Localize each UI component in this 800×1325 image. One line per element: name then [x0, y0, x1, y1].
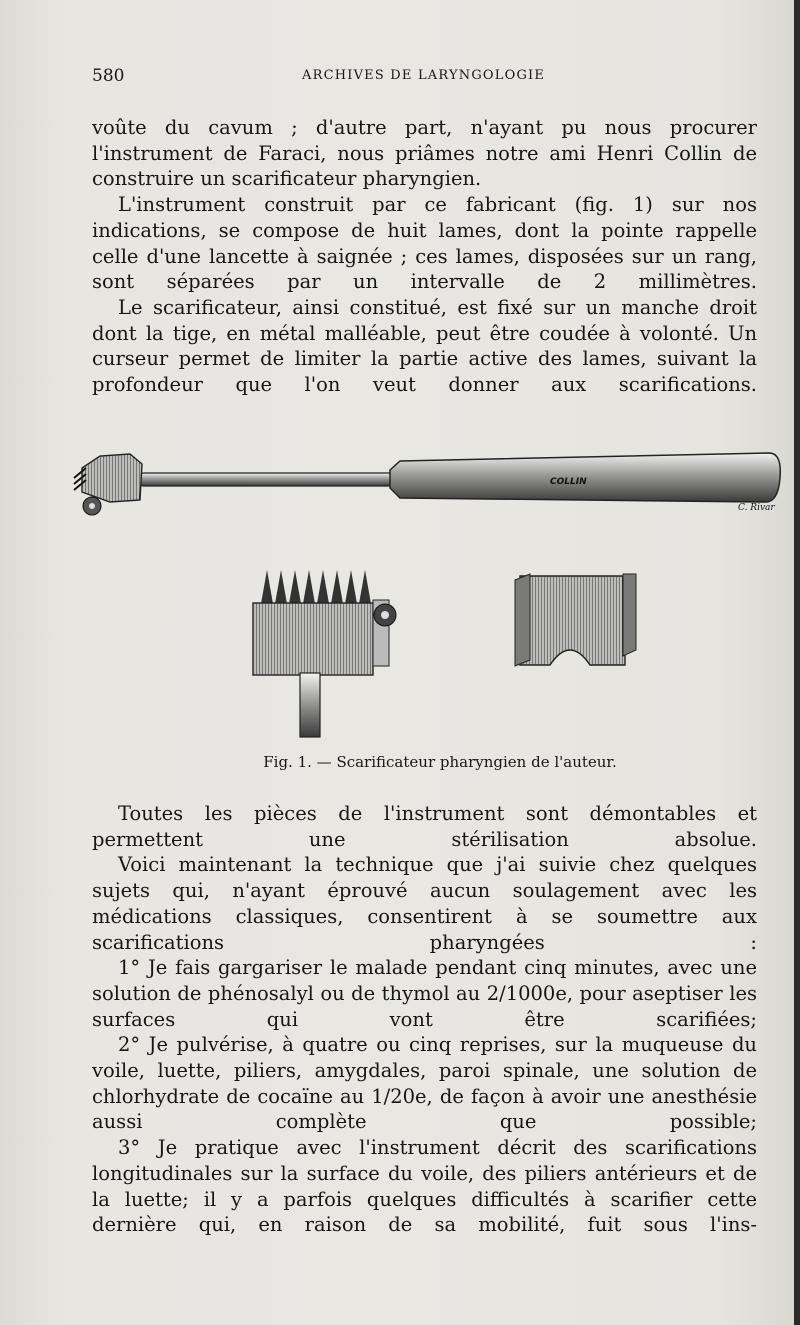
paragraph: Voici maintenant la technique que j'ai suivie chez quelques sujets qui, n'ayant éprouvé aucun soulagement avec les médications classiques, consentirent à se soumettre aux scarifications pharyngées :	[92, 853, 757, 954]
cursor-guard	[515, 574, 636, 666]
figure-scarificateur	[70, 440, 790, 771]
bottom-text-block	[92, 801, 757, 1238]
paragraph: L'instrument construit par ce fabricant (fig. 1) sur nos indications, se compose de huit lames, dont la pointe rappelle celle d'une lancette à saignée ; ces lames, disposées sur un rang, sont séparées par un intervalle de 2 millimètres.	[92, 193, 757, 294]
figure-caption: Fig. 1. — Scarificateur pharyngien de l'auteur.	[263, 753, 617, 771]
paragraph: 2° Je pulvérise, à quatre ou cinq reprises, sur la muqueuse du voile, luette, piliers, amygdales, paroi spinale, une solution de chlorhydrate de cocaïne au 1/20e, de façon à avoir une anesthésie aussi complète que possible;	[92, 1033, 757, 1134]
paragraph: Toutes les pièces de l'instrument sont démontables et permettent une stérilisation absolue.	[92, 802, 757, 851]
top-text-block	[92, 115, 757, 398]
handle-engraving: COLLIN	[550, 477, 587, 487]
handle-stem	[138, 473, 398, 486]
paragraph: 1° Je fais gargariser le malade pendant cinq minutes, avec une solution de phénosalyl ou de thymol au 2/1000e, pour aseptiser les surfaces qui vont être scarifiées;	[92, 956, 757, 1031]
paragraph: voûte du cavum ; d'autre part, n'ayant pu nous procurer l'instrument de Faraci, nous priâmes notre ami Henri Collin de construire un scarificateur pharyngien.	[92, 116, 757, 191]
page-number: 580	[92, 66, 125, 86]
paragraph: Le scarificateur, ainsi constitué, est fixé sur un manche droit dont la tige, en métal malléable, peut être coudée à volonté. Un curseur permet de limiter la partie active des lames, suivant la profondeur que l'on veut donner aux scarifications.	[92, 295, 757, 397]
running-head: ARCHIVES DE LARYNGOLOGIE	[302, 68, 546, 83]
blade-assembly	[253, 570, 396, 737]
page-header	[92, 66, 757, 88]
cursor-wheel-hub	[89, 503, 95, 509]
engraver-signature: C. Rivar	[738, 503, 775, 513]
paragraph: 3° Je pratique avec l'instrument décrit des scarifications longitudinales sur la surface du voile, des piliers antérieurs et de la luette; il y a parfois quelques difficultés à scarifier cette dernière qui, en raison de sa mobilité, fuit sous l'ins-	[92, 1136, 757, 1237]
instrument-illustration	[70, 440, 790, 740]
blade-head	[82, 454, 142, 502]
